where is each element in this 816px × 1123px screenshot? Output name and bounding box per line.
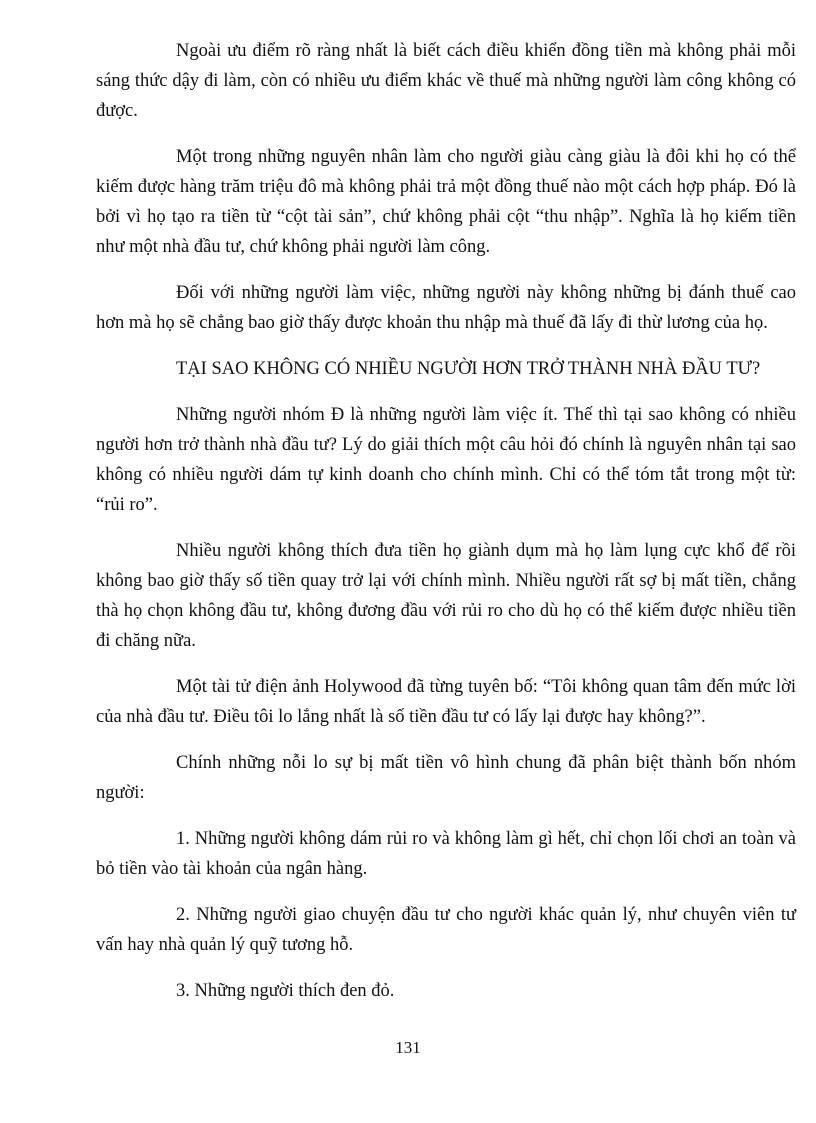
list-item-1: 1. Những người không dám rủi ro và không làm gì hết, chỉ chọn lối chơi an toàn và bỏ tiền vào tài khoản của ngân hàng. <box>96 829 796 879</box>
paragraph-7: Chính những nỗi lo sự bị mất tiền vô hình chung đã phân biệt thành bốn nhóm người: <box>96 753 796 803</box>
page-number: 131 <box>395 1038 421 1057</box>
list-item-2: 2. Những người giao chuyện đầu tư cho người khác quản lý, như chuyên viên tư vấn hay nhà quản lý quỹ tương hỗ. <box>96 905 796 955</box>
list-item-3: 3. Những người thích đen đỏ. <box>176 981 395 1001</box>
paragraph-5: Nhiều người không thích đưa tiền họ giành dụm mà họ làm lụng cực khổ để rồi không bao giờ thấy số tiền quay trở lại với chính mình. Nhiều người rất sợ bị mất tiền, chẳng thà họ chọn không đầu tư, không đương đầu với rủi ro cho dù họ có thể kiếm được nhiều tiền đi chăng nữa. <box>96 541 796 651</box>
paragraph-2: Một trong những nguyên nhân làm cho người giàu càng giàu là đôi khi họ có thể kiếm được hàng trăm triệu đô mà không phải trả một đồng thuế nào một cách hợp pháp. Đó là bởi vì họ tạo ra tiền từ “cột tài sản”, chứ không phải cột “thu nhập”. Nghĩa là họ kiếm tiền như một nhà đầu tư, chứ không phải người làm công. <box>96 147 796 257</box>
paragraph-6: Một tài tử điện ảnh Holywood đã từng tuyên bố: “Tôi không quan tâm đến mức lời của nhà đầu tư. Điều tôi lo lắng nhất là số tiền đầu tư có lấy lại được hay không?”. <box>96 677 796 727</box>
section-heading: TẠI SAO KHÔNG CÓ NHIỀU NGƯỜI HƠN TRỞ THÀNH NHÀ ĐẦU TƯ? <box>176 359 761 379</box>
paragraph-3: Đối với những người làm việc, những người này không những bị đánh thuế cao hơn mà họ sẽ chẳng bao giờ thấy được khoản thu nhập mà thuế đã lấy đi thừ lương của họ. <box>96 283 796 333</box>
paragraph-4: Những người nhóm Đ là những người làm việc ít. Thế thì tại sao không có nhiều người hơn trở thành nhà đầu tư? Lý do giải thích một câu hỏi đó chính là nguyên nhân tại sao không có nhiều người dám tự kinh doanh cho chính mình. Chỉ có thể tóm tắt trong một từ: “rủi ro”. <box>96 405 796 515</box>
document-page <box>96 36 796 1022</box>
paragraph-1: Ngoài ưu điểm rõ ràng nhất là biết cách điều khiển đồng tiền mà không phải mỗi sáng thức dậy đi làm, còn có nhiều ưu điểm khác về thuế mà những người làm công không có được. <box>96 41 796 121</box>
